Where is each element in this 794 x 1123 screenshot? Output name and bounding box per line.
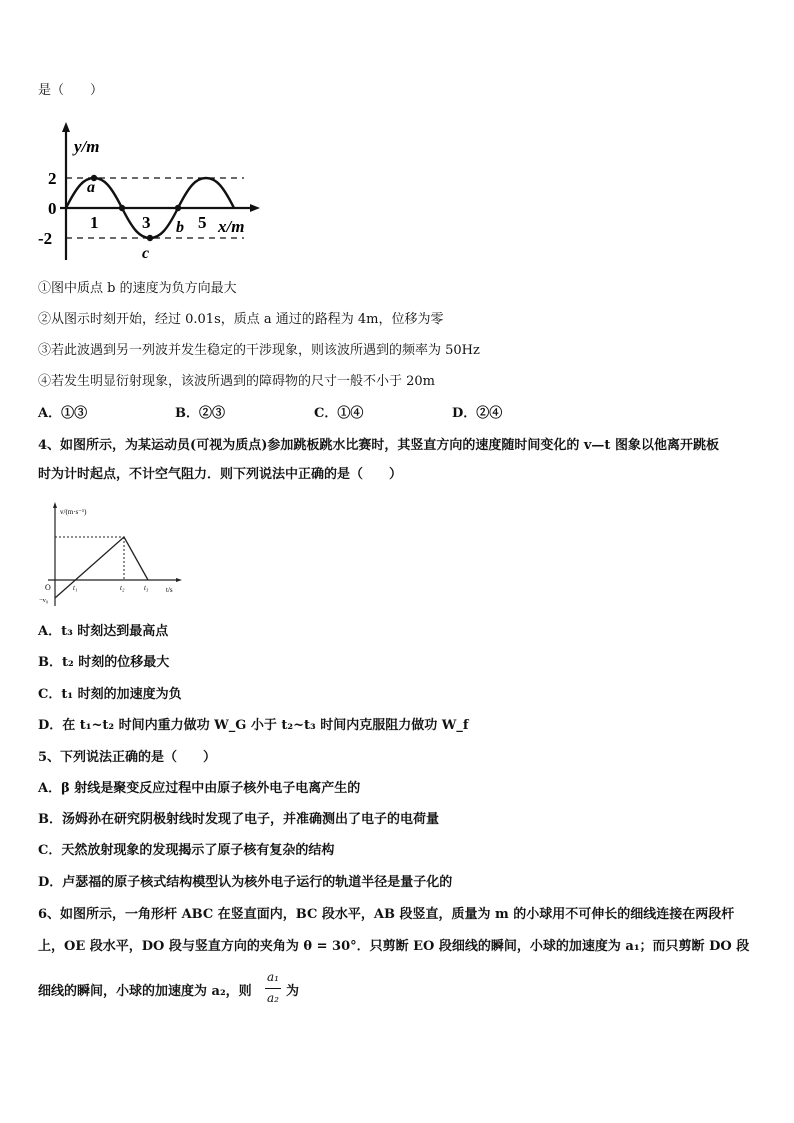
q3-statement-2: ②从图示时刻开始，经过 0.01s，质点 a 通过的路程为 4m，位移为零 <box>38 312 444 327</box>
q5-option-a[interactable]: A．β 射线是聚变反应过程中由原子核外电子电离产生的 <box>38 781 361 796</box>
wave-figure <box>34 120 264 265</box>
q6-stem-line-3: 细线的瞬间，小球的加速度为 a₂，则 <box>38 984 252 999</box>
vt-figure <box>38 500 188 612</box>
wave-xtick-1: 1 <box>90 213 99 232</box>
q6-stem-line-1: 6、如图所示，一角形杆 ABC 在竖直面内，BC 段水平，AB 段竖直，质量为 m 的小球用不可伸长的细线连接在两段杆 <box>38 907 735 922</box>
wave-y-arrow <box>62 122 70 132</box>
wave-x-arrow <box>250 204 260 212</box>
wave-x-label: x/m <box>218 217 245 236</box>
wave-ytick-0: 0 <box>48 199 57 218</box>
wave-label-a: a <box>87 179 95 196</box>
wave-point-zero1 <box>119 205 125 211</box>
q4-option-c[interactable]: C．t₁ 时刻的加速度为负 <box>38 687 182 702</box>
vt-t1: t₁ <box>73 584 78 592</box>
q6-fraction-bar <box>265 988 281 989</box>
q6-stem-tail: 为 <box>286 984 300 999</box>
q6-fraction-numerator: a₁ <box>267 970 279 984</box>
q3-statement-3: ③若此波遇到另一列波并发生稳定的干涉现象，则该波所遇到的频率为 50Hz <box>38 343 480 358</box>
wave-xtick-3: 3 <box>142 213 151 232</box>
q5-option-b[interactable]: B．汤姆孙在研究阴极射线时发现了电子，并准确测出了电子的电荷量 <box>38 812 439 827</box>
vt-neg-v0: −v₀ <box>39 597 49 604</box>
wave-y-label: y/m <box>74 137 100 156</box>
wave-label-b: b <box>176 219 184 236</box>
q3-option-c[interactable]: C．①④ <box>314 406 364 421</box>
q3-option-d[interactable]: D．②④ <box>452 406 503 421</box>
vt-x-label: t/s <box>166 586 173 594</box>
vt-y-label: v/(m·s⁻¹) <box>60 508 87 516</box>
vt-graph-line <box>55 537 148 598</box>
q3-statement-4: ④若发生明显衍射现象，该波所遇到的障碍物的尺寸一般不小于 20m <box>38 374 436 389</box>
q3-option-b[interactable]: B．②③ <box>175 406 225 421</box>
q4-option-a[interactable]: A．t₃ 时刻达到最高点 <box>38 624 169 639</box>
q5-stem: 5、下列说法正确的是（ ） <box>38 750 217 765</box>
wave-ytick-neg2: -2 <box>38 229 53 248</box>
wave-xtick-5: 5 <box>198 213 207 232</box>
q4-option-b[interactable]: B．t₂ 时刻的位移最大 <box>38 655 170 670</box>
q3-option-a[interactable]: A．①③ <box>38 406 88 421</box>
wave-label-c: c <box>142 245 150 262</box>
wave-point-b <box>175 205 181 211</box>
q4-option-d[interactable]: D．在 t₁~t₂ 时间内重力做功 W_G 小于 t₂~t₃ 时间内克服阻力做功 W_f <box>38 718 469 733</box>
vt-t3: t₃ <box>144 584 149 592</box>
wave-point-c <box>147 235 153 241</box>
vt-t2: t₂ <box>120 584 125 592</box>
q6-stem-line-2: 上，OE 段水平，DO 段与竖直方向的夹角为 θ = 30°．只剪断 EO 段细线的瞬间，小球的加速度为 a₁；而只剪断 DO 段 <box>38 939 750 954</box>
vt-origin: O <box>45 583 51 592</box>
wave-ytick-2: 2 <box>48 169 57 188</box>
q4-stem-line-2: 时为计时起点，不计空气阻力．则下列说法中正确的是（ ） <box>38 467 403 482</box>
vt-x-arrow <box>176 578 182 582</box>
q5-option-c[interactable]: C．天然放射现象的发现揭示了原子核有复杂的结构 <box>38 843 335 858</box>
q6-fraction-denominator: a₂ <box>267 991 279 1005</box>
q3-stem-tail: 是（ ） <box>38 83 104 98</box>
q4-stem-line-1: 4、如图所示，为某运动员(可视为质点)参加跳板跳水比赛时，其竖直方向的速度随时间变化的 v—t 图象以他离开跳板 <box>38 438 719 453</box>
q3-statement-1: ①图中质点 b 的速度为负方向最大 <box>38 281 237 296</box>
vt-y-arrow <box>53 502 57 508</box>
q5-option-d[interactable]: D．卢瑟福的原子核式结构模型认为核外电子运行的轨道半径是量子化的 <box>38 875 453 890</box>
